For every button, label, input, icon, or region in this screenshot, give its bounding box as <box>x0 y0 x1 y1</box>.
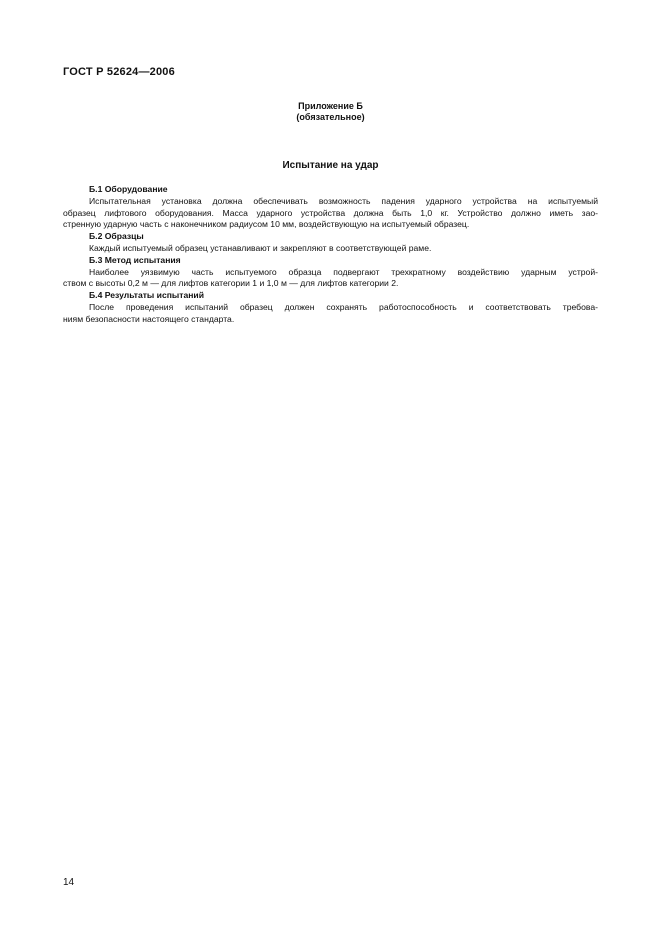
paragraph-line: образец лифтового оборудования. Масса ударного устройства должна быть 1,0 кг. Устройство должно иметь зао- <box>63 207 598 218</box>
paragraph-line: После проведения испытаний образец должен сохранять работоспособность и соответствовать требова- <box>89 301 598 312</box>
section-heading-b3: Б.3 Метод испытания <box>89 254 181 265</box>
paragraph-line: ниям безопасности настоящего стандарта. <box>63 313 235 324</box>
annex-heading <box>0 101 661 123</box>
paragraph-line: Каждый испытуемый образец устанавливают и закрепляют в соответствующей раме. <box>89 242 432 253</box>
paragraph-line: стренную ударную часть с наконечником радиусом 10 мм, воздействующую на испытуемый образец. <box>63 219 470 230</box>
paragraph-line: ством с высоты 0,2 м — для лифтов категории 1 и 1,0 м — для лифтов категории 2. <box>63 278 399 289</box>
section-title: Испытание на удар <box>282 160 379 171</box>
paragraph-b2 <box>63 243 598 255</box>
document-id-header: ГОСТ Р 52624—2006 <box>63 66 175 78</box>
page-number: 14 <box>63 877 75 888</box>
section-heading-b2: Б.2 Образцы <box>89 231 144 242</box>
paragraph-line: Наиболее уязвимую часть испытуемого образца подвергают трехкратному воздействию ударным устрой- <box>89 266 598 277</box>
section-heading-b4: Б.4 Результаты испытаний <box>89 290 204 301</box>
paragraph-b3 <box>63 267 598 291</box>
document-body <box>63 184 598 326</box>
section-heading-b1: Б.1 Оборудование <box>89 184 168 194</box>
paragraph-line: Испытательная установка должна обеспечивать возможность падения ударного устройства на испытуемый <box>89 195 598 206</box>
paragraph-b1 <box>63 196 598 231</box>
annex-status: (обязательное) <box>296 112 365 122</box>
annex-title: Приложение Б <box>298 101 363 111</box>
paragraph-b4 <box>63 302 598 326</box>
